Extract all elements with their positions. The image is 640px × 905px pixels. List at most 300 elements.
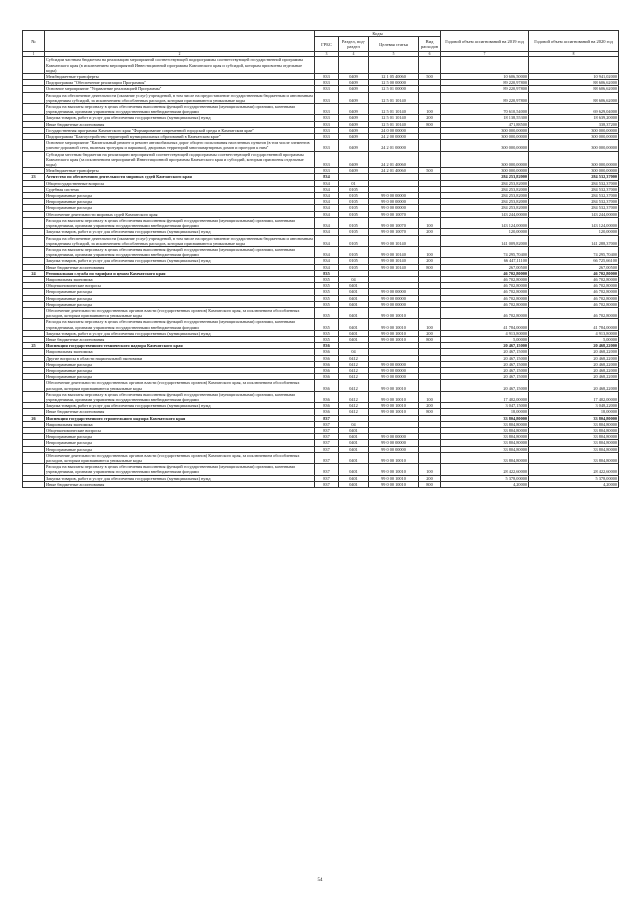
row-sum-2019: 300 000,00000 <box>441 151 529 168</box>
row-name: Закупка товаров, работ и услуг для обеспечения государственных (муниципальных) нужд <box>45 475 315 481</box>
table-row <box>23 92 619 103</box>
row-sum-2020: 41 784,00000 <box>529 319 619 330</box>
row-grbs: 834 <box>315 229 339 235</box>
row-razdel: 0401 <box>339 295 369 301</box>
row-number: 26 <box>23 415 45 421</box>
row-sum-2020: 284 532,37000 <box>529 174 619 180</box>
row-name: Общеэкономические вопросы <box>45 428 315 434</box>
row-sum-2019: 20 467,15000 <box>441 343 529 349</box>
row-sum-2019: 300 000,00000 <box>441 127 529 133</box>
row-csr: 99 0 00 10010 <box>369 409 419 415</box>
row-sum-2020: 33 804,80000 <box>529 421 619 427</box>
row-sum-2019: 46 702,80000 <box>441 283 529 289</box>
row-name: Общегосударственные вопросы <box>45 180 315 186</box>
column-index: 6 <box>419 52 441 57</box>
row-sum-2019: 20 467,15000 <box>441 380 529 391</box>
row-csr: 99 0 00 10010 <box>369 464 419 475</box>
row-razdel: 04 <box>339 349 369 355</box>
table-row <box>23 151 619 168</box>
row-name: Национальная экономика <box>45 276 315 282</box>
row-razdel: 0409 <box>339 151 369 168</box>
table-row <box>23 481 619 487</box>
row-grbs: 837 <box>315 446 339 452</box>
row-csr <box>369 57 419 74</box>
row-name: Расходы на выплаты персоналу в целях обеспечения выполнения функций государственными (муниципальными) органами, казенными учреждениями, органами управления государственными внебюджетными фондами <box>45 104 315 115</box>
row-vr: 800 <box>419 481 441 487</box>
row-grbs <box>315 57 339 74</box>
row-razdel: 0401 <box>339 434 369 440</box>
row-name: Непрограммные расходы <box>45 434 315 440</box>
row-razdel: 0401 <box>339 319 369 330</box>
row-vr: 200 <box>419 229 441 235</box>
row-csr: 99 0 00 10010 <box>369 380 419 391</box>
row-grbs: 837 <box>315 421 339 427</box>
row-sum-2019: 33 804,80000 <box>441 428 529 434</box>
row-vr: 800 <box>419 409 441 415</box>
row-sum-2019: 20 467,15000 <box>441 374 529 380</box>
table-row <box>23 319 619 330</box>
row-sum-2020: 284 532,37000 <box>529 199 619 205</box>
row-number <box>23 391 45 402</box>
row-vr: 800 <box>419 336 441 342</box>
row-name: Непрограммные расходы <box>45 367 315 373</box>
row-razdel: 0409 <box>339 86 369 92</box>
row-sum-2020: 20 468,22000 <box>529 349 619 355</box>
row-sum-2019: 33 804,80000 <box>441 434 529 440</box>
row-sum-2019: 20 467,15000 <box>441 361 529 367</box>
row-sum-2019: 120,00000 <box>441 229 529 235</box>
row-grbs: 836 <box>315 361 339 367</box>
row-name: Иные бюджетные ассигнования <box>45 264 315 270</box>
row-csr: 99 0 00 10010 <box>369 330 419 336</box>
row-name: Расходы на выплаты персоналу в целях обеспечения выполнения функций государственными (муниципальными) органами, казенными учреждениями, органами управления государственными внебюджетными фондами <box>45 319 315 330</box>
header-sum-2020: Годовой объем ассигнований на 2020 год <box>529 31 619 52</box>
row-name: Межбюджетные трансферты <box>45 168 315 174</box>
row-name: Государственная программа Камчатского края "Формирование современной городской среды в Камчатском крае" <box>45 127 315 133</box>
row-csr: 99 0 00 10010 <box>369 336 419 342</box>
row-name: Закупка товаров, работ и услуг для обеспечения государственных (муниципальных) нужд <box>45 258 315 264</box>
row-csr: 99 0 00 10010 <box>369 319 419 330</box>
row-name: Закупка товаров, работ и услуг для обеспечения государственных (муниципальных) нужд <box>45 403 315 409</box>
row-number <box>23 57 45 74</box>
row-csr: 24 2 01 40060 <box>369 151 419 168</box>
row-grbs: 837 <box>315 434 339 440</box>
table-row <box>23 307 619 318</box>
row-grbs: 834 <box>315 186 339 192</box>
row-sum-2020: 300 000,00000 <box>529 134 619 140</box>
row-sum-2019: 89 220,97800 <box>441 80 529 86</box>
row-sum-2019: 18,00000 <box>441 409 529 415</box>
row-razdel: 0105 <box>339 264 369 270</box>
row-sum-2019: 46 702,80000 <box>441 301 529 307</box>
row-sum-2019: 46 702,80000 <box>441 276 529 282</box>
row-sum-2019: 33 804,80000 <box>441 446 529 452</box>
row-sum-2019: 284 253,82000 <box>441 174 529 180</box>
row-sum-2020: 20 468,22000 <box>529 374 619 380</box>
row-number <box>23 452 45 463</box>
row-grbs: 834 <box>315 193 339 199</box>
row-razdel: 0105 <box>339 217 369 228</box>
row-razdel: 0409 <box>339 115 369 121</box>
row-sum-2020: 18 639,20000 <box>529 115 619 121</box>
row-sum-2020: 143 244,00000 <box>529 211 619 217</box>
row-vr: 100 <box>419 391 441 402</box>
row-grbs: 835 <box>315 330 339 336</box>
row-razdel: 0105 <box>339 186 369 192</box>
row-csr: 12 5 01 10140 <box>369 121 419 127</box>
row-name: Национальная экономика <box>45 349 315 355</box>
row-sum-2020: 69 629,04000 <box>529 104 619 115</box>
row-sum-2020: 33 804,80000 <box>529 452 619 463</box>
row-sum-2019: 41 784,00000 <box>441 319 529 330</box>
row-name: Расходы на выплаты персоналу в целях обеспечения выполнения функций государственными (муниципальными) органами, казенными учреждениями, органами управления государственными внебюджетными фондами <box>45 217 315 228</box>
row-vr <box>419 380 441 391</box>
row-sum-2019: 284 253,82000 <box>441 199 529 205</box>
row-sum-2020: 284 532,37000 <box>529 193 619 199</box>
row-sum-2019: 4 913,80000 <box>441 330 529 336</box>
row-grbs: 834 <box>315 235 339 246</box>
row-sum-2019: 18 138,55300 <box>441 115 529 121</box>
row-grbs: 833 <box>315 127 339 133</box>
row-name: Региональная служба по тарифам и ценам Камчатского края <box>45 270 315 276</box>
row-grbs: 836 <box>315 343 339 349</box>
row-razdel: 0401 <box>339 446 369 452</box>
row-name: Инспекция государственного строительного надзора Камчатского края <box>45 415 315 421</box>
row-csr: 99 0 00 10070 <box>369 211 419 217</box>
row-grbs: 837 <box>315 452 339 463</box>
row-sum-2020: 10 941,02000 <box>529 74 619 80</box>
row-sum-2019: 284 253,82000 <box>441 205 529 211</box>
row-name: Иные бюджетные ассигнования <box>45 336 315 342</box>
row-name: Субсидии местным бюджетам на реализацию мероприятий соответствующей подпрограммы соответствующей государственной программы Камчатского края (за исключением мероприятий Инвестиционной программы Камчатского края и субсидий, которым присвоены отдельные коды) <box>45 151 315 168</box>
row-csr: 12 5 01 10140 <box>369 104 419 115</box>
row-sum-2019: 267,00500 <box>441 264 529 270</box>
row-sum-2020: 338,37200 <box>529 121 619 127</box>
row-sum-2020: 46 702,80000 <box>529 283 619 289</box>
row-csr: 99 0 00 10140 <box>369 258 419 264</box>
row-number <box>23 217 45 228</box>
row-name: Субсидии частным бюджетам на реализацию мероприятий соответствующей подпрограммы соответствующей государственной программы Камчатского края (в исключением мероприятий Инвестиционной программы Камчатского края и субсидий, которым присвоены отдельные коды) <box>45 57 315 74</box>
row-sum-2020: 88 606,62000 <box>529 92 619 103</box>
row-name: Непрограммные расходы <box>45 295 315 301</box>
row-sum-2020: 28 422,60000 <box>529 464 619 475</box>
row-name: Межбюджетные трансферты <box>45 74 315 80</box>
row-grbs: 837 <box>315 428 339 434</box>
row-name: Непрограммные расходы <box>45 301 315 307</box>
row-name: Расходы на выплаты персоналу в целях обеспечения выполнения функций государственными (муниципальными) органами, казенными учреждениями, органами управления государственными внебюджетными фондами <box>45 246 315 257</box>
row-sum-2019: 4,20000 <box>441 481 529 487</box>
row-csr: 99 0 00 00000 <box>369 374 419 380</box>
row-sum-2019: 284 253,82000 <box>441 180 529 186</box>
row-razdel: 0401 <box>339 301 369 307</box>
row-grbs: 837 <box>315 475 339 481</box>
row-razdel: 0105 <box>339 229 369 235</box>
row-csr: 99 0 00 10010 <box>369 403 419 409</box>
row-csr: 99 0 00 10070 <box>369 229 419 235</box>
row-csr: 12 5 01 10140 <box>369 92 419 103</box>
row-csr: 99 0 00 10010 <box>369 475 419 481</box>
row-number <box>23 92 45 103</box>
row-name: Иные бюджетные ассигнования <box>45 121 315 127</box>
table-row <box>23 246 619 257</box>
row-sum-2019: 46 702,80000 <box>441 289 529 295</box>
row-csr: 24 2 01 00000 <box>369 140 419 151</box>
row-sum-2020: 33 804,80000 <box>529 446 619 452</box>
row-csr: 99 0 00 00000 <box>369 199 419 205</box>
row-grbs: 837 <box>315 464 339 475</box>
row-number: 24 <box>23 270 45 276</box>
row-vr: 200 <box>419 403 441 409</box>
row-csr: 12 1 05 40060 <box>369 74 419 80</box>
row-name: Агентство по обеспечению деятельности мировых судей Камчатского края <box>45 174 315 180</box>
column-index: 3 <box>315 52 339 57</box>
row-name: Основное мероприятие "Капитальный ремонт и ремонт автомобильных дорог общего пользования населенных пунктов (в том числе элементов улично-дорожной сети, включая тротуары и парковки), дворовых территорий многоквартирных домов и проездов к ним" <box>45 140 315 151</box>
row-csr: 99 0 00 00000 <box>369 367 419 373</box>
budget-table-sheet <box>22 30 618 488</box>
row-name: Закупка товаров, работ и услуг для обеспечения государственных (муниципальных) нужд <box>45 115 315 121</box>
row-sum-2020: 88 606,62000 <box>529 86 619 92</box>
row-name: Непрограммные расходы <box>45 193 315 199</box>
row-razdel: 0105 <box>339 199 369 205</box>
row-razdel: 0412 <box>339 409 369 415</box>
row-sum-2020: 33 804,80000 <box>529 415 619 421</box>
row-sum-2020: 66 725,66100 <box>529 258 619 264</box>
row-name: Закупка товаров, работ и услуг для обеспечения государственных (муниципальных) нужд <box>45 330 315 336</box>
row-vr: 800 <box>419 264 441 270</box>
row-sum-2019: 66 447,11100 <box>441 258 529 264</box>
row-sum-2020: 4 913,80000 <box>529 330 619 336</box>
row-sum-2019: 20 467,15000 <box>441 355 529 361</box>
row-name: Иные бюджетные ассигнования <box>45 481 315 487</box>
row-sum-2020: 18,00000 <box>529 409 619 415</box>
row-grbs: 836 <box>315 355 339 361</box>
row-name: Обеспечение деятельности государственных органов власти (государственных органов) Камчатского края, за исключением обособленных расходов, которым присваиваются уникальные коды <box>45 380 315 391</box>
row-razdel: 04 <box>339 276 369 282</box>
row-sum-2019: 141 009,82000 <box>441 235 529 246</box>
row-sum-2020: 46 702,80000 <box>529 289 619 295</box>
row-grbs: 836 <box>315 367 339 373</box>
row-number <box>23 481 45 487</box>
row-vr <box>419 307 441 318</box>
row-sum-2019: 471,88500 <box>441 121 529 127</box>
row-number: 23 <box>23 174 45 180</box>
row-name: Обеспечение деятельности государственных органов власти (государственных органов) Камчатского края, за исключением обособленных расходов, которым присваиваются уникальные коды <box>45 307 315 318</box>
row-sum-2020 <box>529 57 619 74</box>
row-name: Обеспечение деятельности мировых судей Камчатского края <box>45 211 315 217</box>
row-name: Иные бюджетные ассигнования <box>45 409 315 415</box>
row-grbs: 836 <box>315 374 339 380</box>
row-grbs: 837 <box>315 481 339 487</box>
row-csr: 99 0 00 10010 <box>369 481 419 487</box>
row-razdel: 0412 <box>339 403 369 409</box>
row-sum-2019: 284 253,82000 <box>441 193 529 199</box>
row-vr <box>419 452 441 463</box>
row-razdel: 0409 <box>339 134 369 140</box>
row-sum-2020: 74 295,70400 <box>529 246 619 257</box>
row-sum-2020: 46 702,80000 <box>529 295 619 301</box>
row-sum-2020: 46 702,80000 <box>529 307 619 318</box>
row-csr: 24 0 00 00000 <box>369 127 419 133</box>
row-sum-2019: 89 220,97800 <box>441 86 529 92</box>
row-grbs: 833 <box>315 115 339 121</box>
row-grbs: 833 <box>315 121 339 127</box>
row-grbs: 834 <box>315 217 339 228</box>
header-csr: Целевая статья <box>369 37 419 52</box>
column-index: 4 <box>339 52 369 57</box>
row-sum-2019: 46 702,80000 <box>441 307 529 318</box>
row-razdel: 0401 <box>339 452 369 463</box>
header-codes: Коды <box>315 31 441 37</box>
row-sum-2019: 20 467,15000 <box>441 367 529 373</box>
row-razdel: 0409 <box>339 168 369 174</box>
row-grbs: 835 <box>315 270 339 276</box>
row-name: Основное мероприятие "Управление реализацией Программы" <box>45 86 315 92</box>
row-grbs: 833 <box>315 86 339 92</box>
row-sum-2020: 120,00000 <box>529 229 619 235</box>
row-grbs: 836 <box>315 403 339 409</box>
row-grbs: 835 <box>315 289 339 295</box>
row-vr <box>419 151 441 168</box>
row-razdel: 0401 <box>339 475 369 481</box>
row-grbs: 837 <box>315 415 339 421</box>
row-name: Расходы на обеспечение деятельности (оказание услуг) учреждений, в том числе на предоставление государственным бюджетным и автономным учреждениям субсидий, за исключением обособленных расходов, которым присваиваются уникальные коды <box>46 92 313 103</box>
row-csr: 99 0 00 00000 <box>369 295 419 301</box>
row-name: Общеэкономические вопросы <box>45 283 315 289</box>
row-number: 25 <box>23 343 45 349</box>
row-sum-2020: 33 804,80000 <box>529 434 619 440</box>
row-number <box>23 246 45 257</box>
row-grbs: 833 <box>315 80 339 86</box>
row-sum-2020: 300 000,00000 <box>529 168 619 174</box>
row-sum-2019: 74 295,70400 <box>441 246 529 257</box>
column-index: 7 <box>441 52 529 57</box>
row-sum-2019: 284 253,82000 <box>441 186 529 192</box>
row-csr: 99 0 00 00000 <box>369 434 419 440</box>
row-sum-2019: 28 422,60000 <box>441 464 529 475</box>
row-razdel: 0105 <box>339 235 369 246</box>
column-index: 5 <box>369 52 419 57</box>
row-csr: 99 0 00 10140 <box>369 264 419 270</box>
row-name: Непрограммные расходы <box>45 374 315 380</box>
row-number <box>23 380 45 391</box>
row-csr: 99 0 00 10140 <box>369 235 419 246</box>
row-name: Инспекция государственного технического надзора Камчатского края <box>45 343 315 349</box>
row-number <box>23 307 45 318</box>
row-number <box>23 235 45 246</box>
row-razdel: 0105 <box>339 246 369 257</box>
row-grbs: 835 <box>315 336 339 342</box>
table-row <box>23 217 619 228</box>
row-sum-2019: 5,00000 <box>441 336 529 342</box>
row-razdel: 0412 <box>339 380 369 391</box>
row-grbs: 833 <box>315 74 339 80</box>
row-csr: 99 0 00 00000 <box>369 301 419 307</box>
row-number <box>23 464 45 475</box>
row-name: Расходы на выплаты персоналу в целях обеспечения выполнения функций государственными (муниципальными) органами, казенными учреждениями, органами управления государственными внебюджетными фондами <box>45 391 315 402</box>
row-grbs: 833 <box>315 92 339 103</box>
row-sum-2020: 300 000,00000 <box>529 140 619 151</box>
row-razdel: 0409 <box>339 80 369 86</box>
row-grbs: 833 <box>315 140 339 151</box>
row-csr: 99 0 00 10070 <box>369 217 419 228</box>
row-name: Непрограммные расходы <box>45 361 315 367</box>
row-vr: 800 <box>419 121 441 127</box>
row-sum-2020: 267,00500 <box>529 264 619 270</box>
header-razdel: Раздел, под-раздел <box>339 37 369 52</box>
row-sum-2019: 300 000,00000 <box>441 140 529 151</box>
row-razdel: 0401 <box>339 330 369 336</box>
row-razdel: 01 <box>339 180 369 186</box>
table-row <box>23 235 619 246</box>
row-csr: 99 0 00 10010 <box>369 307 419 318</box>
row-razdel: 04 <box>339 421 369 427</box>
row-grbs: 833 <box>315 104 339 115</box>
row-vr: 200 <box>419 330 441 336</box>
row-vr: 100 <box>419 217 441 228</box>
row-name: Расходы на выплаты персоналу в целях обеспечения выполнения функций государственными (муниципальными) органами, казенными учреждениями, органами управления государственными внебюджетными фондами <box>45 464 315 475</box>
row-sum-2020: 143 124,00000 <box>529 217 619 228</box>
row-sum-2019: 89 220,97800 <box>441 92 529 103</box>
row-sum-2019: 33 804,80000 <box>441 452 529 463</box>
row-csr: 12 5 01 00000 <box>369 86 419 92</box>
row-sum-2020: 20 468,22000 <box>529 367 619 373</box>
header-sum-2019: Годовой объем ассигнований на 2019 год <box>441 31 529 52</box>
row-grbs: 833 <box>315 168 339 174</box>
row-razdel: 0401 <box>339 336 369 342</box>
row-sum-2019: 3 047,15000 <box>441 403 529 409</box>
row-sum-2020: 33 804,80000 <box>529 440 619 446</box>
header-grbs: ГРБС <box>315 37 339 52</box>
row-sum-2019: 143 244,00000 <box>441 211 529 217</box>
header-num: № <box>23 31 45 52</box>
row-sum-2020: 20 468,22000 <box>529 343 619 349</box>
column-index: 2 <box>45 52 315 57</box>
row-vr <box>419 92 441 103</box>
table-body <box>23 57 619 488</box>
row-razdel: 0401 <box>339 289 369 295</box>
row-vr: 100 <box>419 104 441 115</box>
row-csr: 12 5 00 00000 <box>369 80 419 86</box>
row-sum-2019: 17 402,00000 <box>441 391 529 402</box>
row-razdel: 0412 <box>339 361 369 367</box>
row-sum-2020: 33 804,80000 <box>529 428 619 434</box>
row-sum-2020: 284 532,37000 <box>529 180 619 186</box>
row-sum-2019 <box>441 57 529 74</box>
row-sum-2020: 88 606,62000 <box>529 80 619 86</box>
column-index: 8 <box>529 52 619 57</box>
row-vr: 500 <box>419 168 441 174</box>
row-grbs: 835 <box>315 276 339 282</box>
row-vr <box>419 140 441 151</box>
row-name: Закупка товаров, работ и услуг для обеспечения государственных (муниципальных) нужд <box>45 229 315 235</box>
row-grbs: 836 <box>315 409 339 415</box>
row-sum-2019: 33 804,80000 <box>441 440 529 446</box>
row-razdel: 0409 <box>339 74 369 80</box>
row-grbs: 834 <box>315 180 339 186</box>
row-name: Непрограммные расходы <box>45 199 315 205</box>
row-razdel: 0409 <box>339 121 369 127</box>
row-vr: 200 <box>419 475 441 481</box>
row-razdel: 0105 <box>339 205 369 211</box>
row-grbs: 834 <box>315 205 339 211</box>
row-razdel: 0401 <box>339 440 369 446</box>
row-vr <box>419 235 441 246</box>
row-grbs: 835 <box>315 283 339 289</box>
row-number <box>23 140 45 151</box>
row-vr: 500 <box>419 74 441 80</box>
row-grbs: 834 <box>315 246 339 257</box>
row-razdel: 0412 <box>339 367 369 373</box>
